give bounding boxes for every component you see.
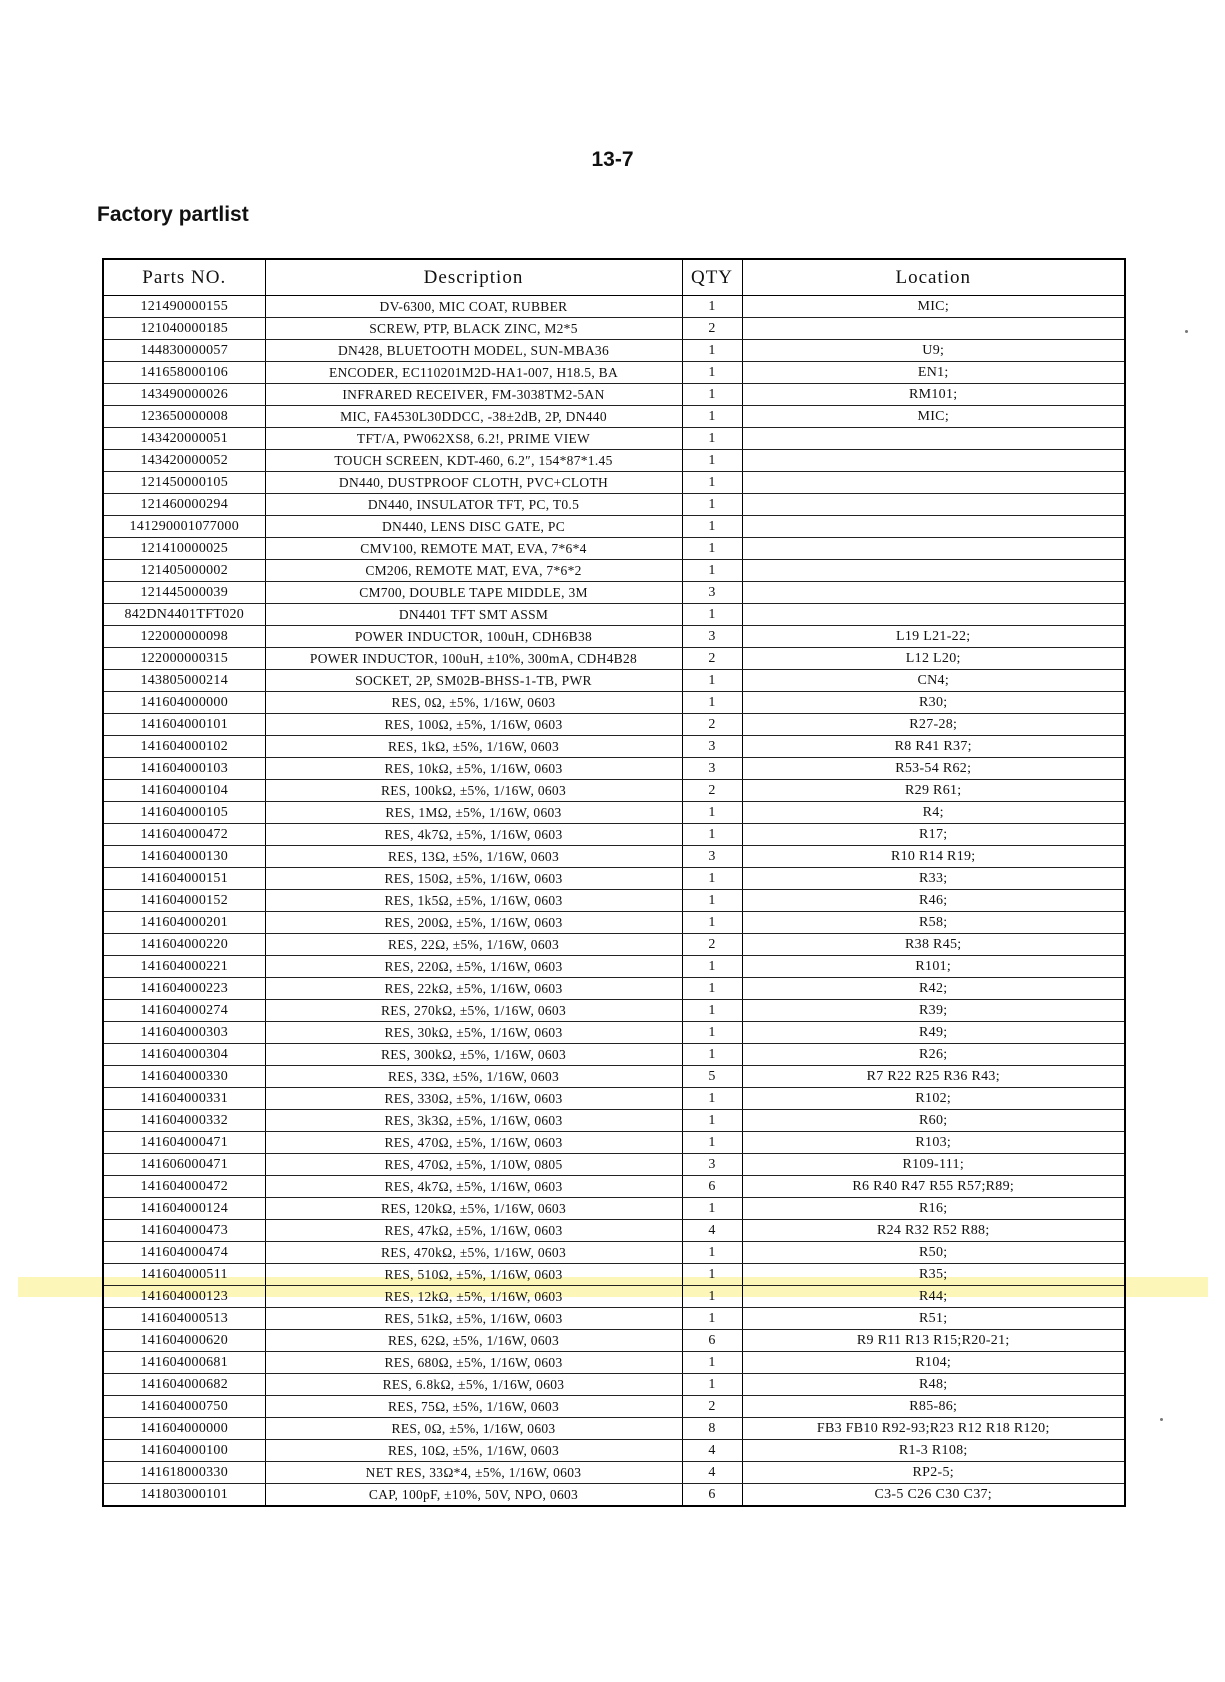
cell-description: RES, 22Ω, ±5%, 1/16W, 0603 — [265, 934, 682, 956]
cell-location: R85-86; — [742, 1396, 1125, 1418]
cell-description: RES, 270kΩ, ±5%, 1/16W, 0603 — [265, 1000, 682, 1022]
cell-qty: 3 — [682, 582, 742, 604]
cell-description: RES, 330Ω, ±5%, 1/16W, 0603 — [265, 1088, 682, 1110]
table-row — [103, 978, 1125, 1000]
cell-part-number: 141604000221 — [103, 956, 265, 978]
cell-qty: 4 — [682, 1220, 742, 1242]
cell-qty: 1 — [682, 560, 742, 582]
cell-part-number: 141604000100 — [103, 1440, 265, 1462]
cell-part-number: 141604000750 — [103, 1396, 265, 1418]
cell-description: RES, 200Ω, ±5%, 1/16W, 0603 — [265, 912, 682, 934]
table-row — [103, 780, 1125, 802]
cell-description: SCREW, PTP, BLACK ZINC, M2*5 — [265, 318, 682, 340]
cell-location: R51; — [742, 1308, 1125, 1330]
cell-location: R38 R45; — [742, 934, 1125, 956]
table-row — [103, 384, 1125, 406]
cell-description: RES, 0Ω, ±5%, 1/16W, 0603 — [265, 1418, 682, 1440]
cell-part-number: 121410000025 — [103, 538, 265, 560]
table-row — [103, 714, 1125, 736]
table-row — [103, 582, 1125, 604]
cell-location: R39; — [742, 1000, 1125, 1022]
cell-part-number: 121040000185 — [103, 318, 265, 340]
table-row — [103, 912, 1125, 934]
table-row — [103, 1176, 1125, 1198]
cell-part-number: 141604000101 — [103, 714, 265, 736]
header-description: Description — [265, 259, 682, 296]
cell-location: R101; — [742, 956, 1125, 978]
cell-location: U9; — [742, 340, 1125, 362]
cell-location — [742, 582, 1125, 604]
table-row — [103, 1022, 1125, 1044]
cell-location: R58; — [742, 912, 1125, 934]
table-row — [103, 1110, 1125, 1132]
cell-qty: 1 — [682, 494, 742, 516]
cell-location: R17; — [742, 824, 1125, 846]
cell-location: RM101; — [742, 384, 1125, 406]
cell-description: RES, 100kΩ, ±5%, 1/16W, 0603 — [265, 780, 682, 802]
cell-qty: 1 — [682, 1044, 742, 1066]
cell-description: RES, 220Ω, ±5%, 1/16W, 0603 — [265, 956, 682, 978]
cell-qty: 1 — [682, 802, 742, 824]
table-row — [103, 604, 1125, 626]
table-row — [103, 736, 1125, 758]
cell-qty: 1 — [682, 670, 742, 692]
cell-qty: 3 — [682, 1154, 742, 1176]
cell-part-number: 141604000682 — [103, 1374, 265, 1396]
cell-part-number: 143420000052 — [103, 450, 265, 472]
cell-description: CMV100, REMOTE MAT, EVA, 7*6*4 — [265, 538, 682, 560]
cell-description: DN440, DUSTPROOF CLOTH, PVC+CLOTH — [265, 472, 682, 494]
cell-location — [742, 604, 1125, 626]
cell-qty: 2 — [682, 780, 742, 802]
header-qty: QTY — [682, 259, 742, 296]
cell-description: RES, 75Ω, ±5%, 1/16W, 0603 — [265, 1396, 682, 1418]
cell-location: R7 R22 R25 R36 R43; — [742, 1066, 1125, 1088]
cell-part-number: 141604000103 — [103, 758, 265, 780]
cell-qty: 1 — [682, 890, 742, 912]
cell-qty: 3 — [682, 846, 742, 868]
cell-part-number: 141604000474 — [103, 1242, 265, 1264]
scan-speck — [1185, 330, 1188, 333]
parts-table — [102, 258, 1126, 1507]
cell-qty: 1 — [682, 1198, 742, 1220]
cell-qty: 1 — [682, 1132, 742, 1154]
cell-location: R49; — [742, 1022, 1125, 1044]
table-row — [103, 296, 1125, 318]
table-row — [103, 956, 1125, 978]
cell-part-number: 141604000513 — [103, 1308, 265, 1330]
cell-description: ENCODER, EC110201M2D-HA1-007, H18.5, BA — [265, 362, 682, 384]
cell-location: MIC; — [742, 406, 1125, 428]
cell-location: R46; — [742, 890, 1125, 912]
cell-location: R1-3 R108; — [742, 1440, 1125, 1462]
cell-description: DN428, BLUETOOTH MODEL, SUN-MBA36 — [265, 340, 682, 362]
cell-part-number: 121460000294 — [103, 494, 265, 516]
cell-location — [742, 472, 1125, 494]
cell-qty: 1 — [682, 1352, 742, 1374]
cell-description: POWER INDUCTOR, 100uH, CDH6B38 — [265, 626, 682, 648]
cell-description: CM700, DOUBLE TAPE MIDDLE, 3M — [265, 582, 682, 604]
table-row — [103, 1044, 1125, 1066]
cell-part-number: 842DN4401TFT020 — [103, 604, 265, 626]
cell-part-number: 141604000471 — [103, 1132, 265, 1154]
cell-part-number: 141604000152 — [103, 890, 265, 912]
table-row — [103, 1374, 1125, 1396]
cell-location — [742, 318, 1125, 340]
cell-location: R60; — [742, 1110, 1125, 1132]
cell-location: R44; — [742, 1286, 1125, 1308]
cell-qty: 1 — [682, 956, 742, 978]
cell-part-number: 141604000123 — [103, 1286, 265, 1308]
cell-qty: 1 — [682, 1000, 742, 1022]
cell-description: RES, 1k5Ω, ±5%, 1/16W, 0603 — [265, 890, 682, 912]
cell-qty: 1 — [682, 1110, 742, 1132]
table-row — [103, 516, 1125, 538]
table-row — [103, 1088, 1125, 1110]
cell-description: RES, 120kΩ, ±5%, 1/16W, 0603 — [265, 1198, 682, 1220]
cell-location: R42; — [742, 978, 1125, 1000]
cell-description: DN4401 TFT SMT ASSM — [265, 604, 682, 626]
cell-qty: 6 — [682, 1330, 742, 1352]
cell-part-number: 141604000332 — [103, 1110, 265, 1132]
table-row — [103, 450, 1125, 472]
cell-qty: 3 — [682, 758, 742, 780]
cell-location: R8 R41 R37; — [742, 736, 1125, 758]
cell-location: CN4; — [742, 670, 1125, 692]
cell-part-number: 141658000106 — [103, 362, 265, 384]
cell-location — [742, 560, 1125, 582]
cell-description: RES, 33Ω, ±5%, 1/16W, 0603 — [265, 1066, 682, 1088]
cell-location: R27-28; — [742, 714, 1125, 736]
cell-location: R6 R40 R47 R55 R57;R89; — [742, 1176, 1125, 1198]
cell-description: NET RES, 33Ω*4, ±5%, 1/16W, 0603 — [265, 1462, 682, 1484]
cell-description: DN440, INSULATOR TFT, PC, T0.5 — [265, 494, 682, 516]
cell-part-number: 141604000102 — [103, 736, 265, 758]
cell-qty: 2 — [682, 934, 742, 956]
cell-qty: 1 — [682, 384, 742, 406]
cell-part-number: 141604000472 — [103, 1176, 265, 1198]
cell-description: TFT/A, PW062XS8, 6.2!, PRIME VIEW — [265, 428, 682, 450]
cell-description: SOCKET, 2P, SM02B-BHSS-1-TB, PWR — [265, 670, 682, 692]
cell-location — [742, 428, 1125, 450]
cell-part-number: 121450000105 — [103, 472, 265, 494]
cell-location: R109-111; — [742, 1154, 1125, 1176]
cell-description: RES, 510Ω, ±5%, 1/16W, 0603 — [265, 1264, 682, 1286]
table-row — [103, 1484, 1125, 1507]
table-row — [103, 1154, 1125, 1176]
table-row — [103, 648, 1125, 670]
cell-qty: 8 — [682, 1418, 742, 1440]
cell-description: RES, 470kΩ, ±5%, 1/16W, 0603 — [265, 1242, 682, 1264]
cell-location: L19 L21-22; — [742, 626, 1125, 648]
cell-description: POWER INDUCTOR, 100uH, ±10%, 300mA, CDH4B28 — [265, 648, 682, 670]
table-row — [103, 428, 1125, 450]
cell-description: RES, 4k7Ω, ±5%, 1/16W, 0603 — [265, 1176, 682, 1198]
table-row — [103, 1000, 1125, 1022]
table-row — [103, 890, 1125, 912]
table-row — [103, 1330, 1125, 1352]
cell-location — [742, 450, 1125, 472]
cell-location: R53-54 R62; — [742, 758, 1125, 780]
cell-qty: 1 — [682, 538, 742, 560]
cell-description: RES, 680Ω, ±5%, 1/16W, 0603 — [265, 1352, 682, 1374]
cell-qty: 5 — [682, 1066, 742, 1088]
cell-description: CM206, REMOTE MAT, EVA, 7*6*2 — [265, 560, 682, 582]
cell-part-number: 122000000315 — [103, 648, 265, 670]
table-row — [103, 560, 1125, 582]
table-row — [103, 1198, 1125, 1220]
document-title: Factory partlist — [97, 203, 249, 226]
cell-description: DN440, LENS DISC GATE, PC — [265, 516, 682, 538]
cell-location — [742, 538, 1125, 560]
cell-description: CAP, 100pF, ±10%, 50V, NPO, 0603 — [265, 1484, 682, 1507]
cell-description: DV-6300, MIC COAT, RUBBER — [265, 296, 682, 318]
cell-part-number: 121445000039 — [103, 582, 265, 604]
table-row — [103, 1132, 1125, 1154]
table-row — [103, 1264, 1125, 1286]
table-row — [103, 472, 1125, 494]
cell-qty: 1 — [682, 824, 742, 846]
cell-qty: 1 — [682, 604, 742, 626]
cell-location — [742, 494, 1125, 516]
cell-description: RES, 22kΩ, ±5%, 1/16W, 0603 — [265, 978, 682, 1000]
cell-description: RES, 10kΩ, ±5%, 1/16W, 0603 — [265, 758, 682, 780]
cell-description: RES, 150Ω, ±5%, 1/16W, 0603 — [265, 868, 682, 890]
cell-qty: 1 — [682, 428, 742, 450]
table-row — [103, 868, 1125, 890]
cell-location: R48; — [742, 1374, 1125, 1396]
page-number: 13-7 — [591, 148, 634, 171]
cell-part-number: 141290001077000 — [103, 516, 265, 538]
table-row — [103, 670, 1125, 692]
cell-qty: 1 — [682, 1264, 742, 1286]
cell-part-number: 144830000057 — [103, 340, 265, 362]
cell-part-number: 141604000681 — [103, 1352, 265, 1374]
table-row — [103, 802, 1125, 824]
cell-description: RES, 0Ω, ±5%, 1/16W, 0603 — [265, 692, 682, 714]
cell-qty: 4 — [682, 1440, 742, 1462]
cell-qty: 1 — [682, 692, 742, 714]
cell-part-number: 121490000155 — [103, 296, 265, 318]
cell-location: FB3 FB10 R92-93;R23 R12 R18 R120; — [742, 1418, 1125, 1440]
cell-part-number: 143805000214 — [103, 670, 265, 692]
table-row — [103, 626, 1125, 648]
cell-part-number: 141604000330 — [103, 1066, 265, 1088]
cell-description: RES, 47kΩ, ±5%, 1/16W, 0603 — [265, 1220, 682, 1242]
cell-description: RES, 10Ω, ±5%, 1/16W, 0603 — [265, 1440, 682, 1462]
cell-location: R35; — [742, 1264, 1125, 1286]
cell-part-number: 141604000303 — [103, 1022, 265, 1044]
cell-qty: 1 — [682, 868, 742, 890]
cell-part-number: 141604000124 — [103, 1198, 265, 1220]
table-row — [103, 362, 1125, 384]
table-row — [103, 1242, 1125, 1264]
cell-qty: 1 — [682, 1242, 742, 1264]
cell-location: RP2-5; — [742, 1462, 1125, 1484]
cell-part-number: 141604000000 — [103, 692, 265, 714]
cell-part-number: 141604000473 — [103, 1220, 265, 1242]
cell-part-number: 143490000026 — [103, 384, 265, 406]
cell-part-number: 141604000331 — [103, 1088, 265, 1110]
header-location: Location — [742, 259, 1125, 296]
cell-part-number: 123650000008 — [103, 406, 265, 428]
cell-qty: 2 — [682, 714, 742, 736]
cell-qty: 1 — [682, 340, 742, 362]
cell-part-number: 141604000151 — [103, 868, 265, 890]
table-row — [103, 846, 1125, 868]
cell-description: RES, 51kΩ, ±5%, 1/16W, 0603 — [265, 1308, 682, 1330]
cell-qty: 1 — [682, 516, 742, 538]
cell-qty: 1 — [682, 912, 742, 934]
cell-location: R30; — [742, 692, 1125, 714]
header-parts-no: Parts NO. — [103, 259, 265, 296]
cell-qty: 2 — [682, 318, 742, 340]
cell-part-number: 141604000223 — [103, 978, 265, 1000]
cell-qty: 2 — [682, 1396, 742, 1418]
cell-qty: 1 — [682, 406, 742, 428]
cell-part-number: 141803000101 — [103, 1484, 265, 1507]
cell-qty: 4 — [682, 1462, 742, 1484]
table-row — [103, 494, 1125, 516]
cell-description: RES, 470Ω, ±5%, 1/16W, 0603 — [265, 1132, 682, 1154]
cell-part-number: 141604000220 — [103, 934, 265, 956]
cell-location: R29 R61; — [742, 780, 1125, 802]
cell-location: R9 R11 R13 R15;R20-21; — [742, 1330, 1125, 1352]
cell-qty: 1 — [682, 1308, 742, 1330]
cell-qty: 1 — [682, 1022, 742, 1044]
cell-description: MIC, FA4530L30DDCC, -38±2dB, 2P, DN440 — [265, 406, 682, 428]
cell-part-number: 141618000330 — [103, 1462, 265, 1484]
cell-description: RES, 1MΩ, ±5%, 1/16W, 0603 — [265, 802, 682, 824]
table-row — [103, 1352, 1125, 1374]
cell-description: RES, 30kΩ, ±5%, 1/16W, 0603 — [265, 1022, 682, 1044]
cell-location: L12 L20; — [742, 648, 1125, 670]
cell-part-number: 141604000472 — [103, 824, 265, 846]
table-row — [103, 758, 1125, 780]
cell-part-number: 141604000304 — [103, 1044, 265, 1066]
cell-part-number: 141604000130 — [103, 846, 265, 868]
cell-description: RES, 13Ω, ±5%, 1/16W, 0603 — [265, 846, 682, 868]
cell-description: RES, 62Ω, ±5%, 1/16W, 0603 — [265, 1330, 682, 1352]
cell-description: RES, 12kΩ, ±5%, 1/16W, 0603 — [265, 1286, 682, 1308]
cell-part-number: 141606000471 — [103, 1154, 265, 1176]
cell-part-number: 141604000274 — [103, 1000, 265, 1022]
table-row — [103, 340, 1125, 362]
table-row — [103, 538, 1125, 560]
cell-location: R104; — [742, 1352, 1125, 1374]
cell-location: MIC; — [742, 296, 1125, 318]
cell-description: TOUCH SCREEN, KDT-460, 6.2″, 154*87*1.45 — [265, 450, 682, 472]
cell-location: C3-5 C26 C30 C37; — [742, 1484, 1125, 1507]
cell-qty: 1 — [682, 362, 742, 384]
cell-part-number: 141604000104 — [103, 780, 265, 802]
cell-location: R26; — [742, 1044, 1125, 1066]
table-row — [103, 692, 1125, 714]
table-row — [103, 934, 1125, 956]
cell-qty: 2 — [682, 648, 742, 670]
cell-location: R24 R32 R52 R88; — [742, 1220, 1125, 1242]
cell-part-number: 141604000105 — [103, 802, 265, 824]
table-row — [103, 1440, 1125, 1462]
table-row — [103, 824, 1125, 846]
cell-location: R50; — [742, 1242, 1125, 1264]
cell-qty: 1 — [682, 450, 742, 472]
cell-description: RES, 6.8kΩ, ±5%, 1/16W, 0603 — [265, 1374, 682, 1396]
cell-location: R33; — [742, 868, 1125, 890]
table-row — [103, 1308, 1125, 1330]
cell-part-number: 141604000000 — [103, 1418, 265, 1440]
table-row — [103, 1286, 1125, 1308]
scan-speck — [1160, 1418, 1163, 1421]
cell-description: RES, 300kΩ, ±5%, 1/16W, 0603 — [265, 1044, 682, 1066]
cell-part-number: 141604000620 — [103, 1330, 265, 1352]
cell-location: R10 R14 R19; — [742, 846, 1125, 868]
cell-description: RES, 3k3Ω, ±5%, 1/16W, 0603 — [265, 1110, 682, 1132]
table-row — [103, 1462, 1125, 1484]
table-row — [103, 1418, 1125, 1440]
cell-location: EN1; — [742, 362, 1125, 384]
cell-description: INFRARED RECEIVER, FM-3038TM2-5AN — [265, 384, 682, 406]
table-row — [103, 1066, 1125, 1088]
cell-qty: 1 — [682, 472, 742, 494]
cell-location: R103; — [742, 1132, 1125, 1154]
cell-part-number: 143420000051 — [103, 428, 265, 450]
cell-location: R16; — [742, 1198, 1125, 1220]
table-row — [103, 1396, 1125, 1418]
cell-qty: 1 — [682, 978, 742, 1000]
cell-description: RES, 1kΩ, ±5%, 1/16W, 0603 — [265, 736, 682, 758]
cell-qty: 6 — [682, 1484, 742, 1507]
table-row — [103, 318, 1125, 340]
cell-qty: 1 — [682, 296, 742, 318]
table-body — [103, 296, 1125, 1507]
cell-qty: 1 — [682, 1088, 742, 1110]
cell-qty: 1 — [682, 1286, 742, 1308]
table-row — [103, 406, 1125, 428]
cell-qty: 6 — [682, 1176, 742, 1198]
cell-part-number: 122000000098 — [103, 626, 265, 648]
table-header-row — [103, 259, 1125, 296]
cell-qty: 3 — [682, 736, 742, 758]
cell-part-number: 121405000002 — [103, 560, 265, 582]
cell-qty: 1 — [682, 1374, 742, 1396]
cell-part-number: 141604000201 — [103, 912, 265, 934]
cell-description: RES, 4k7Ω, ±5%, 1/16W, 0603 — [265, 824, 682, 846]
cell-qty: 3 — [682, 626, 742, 648]
cell-location: R102; — [742, 1088, 1125, 1110]
cell-description: RES, 470Ω, ±5%, 1/10W, 0805 — [265, 1154, 682, 1176]
cell-location: R4; — [742, 802, 1125, 824]
cell-location — [742, 516, 1125, 538]
cell-description: RES, 100Ω, ±5%, 1/16W, 0603 — [265, 714, 682, 736]
cell-part-number: 141604000511 — [103, 1264, 265, 1286]
table-row — [103, 1220, 1125, 1242]
